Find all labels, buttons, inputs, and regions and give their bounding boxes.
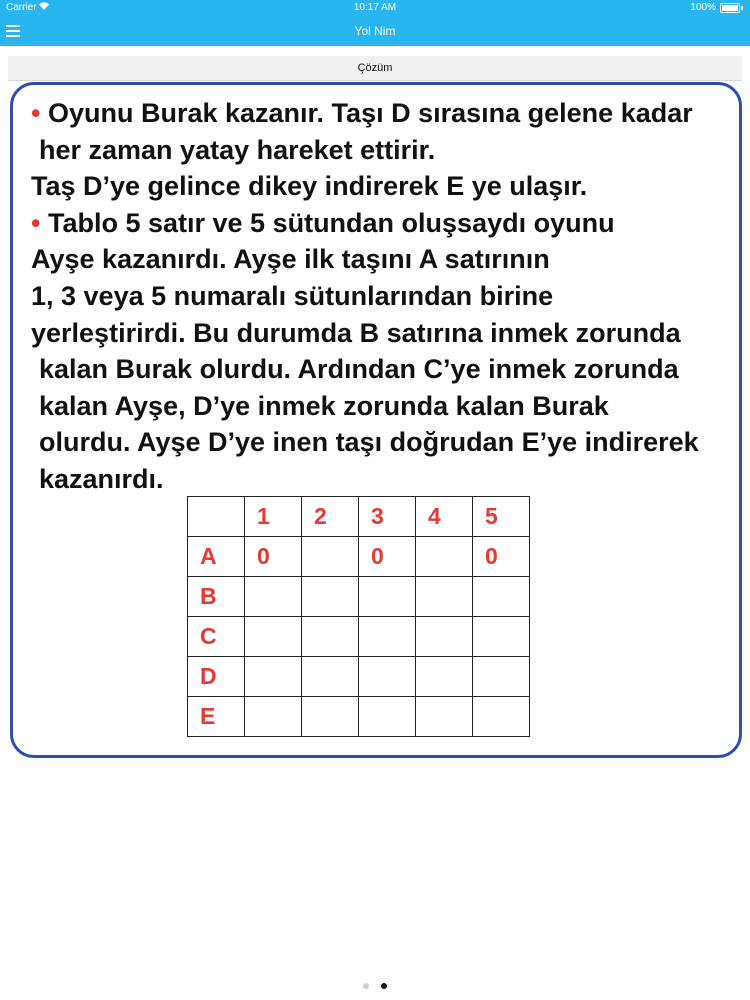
grid-row bbox=[188, 657, 530, 697]
battery-tip bbox=[741, 6, 743, 10]
grid-cell bbox=[473, 617, 530, 657]
game-grid-table bbox=[187, 496, 530, 737]
battery-icon bbox=[720, 3, 740, 13]
grid-column-header: 3 bbox=[359, 497, 416, 537]
nav-bar bbox=[0, 16, 750, 46]
battery-percent: 100% bbox=[690, 2, 716, 13]
grid-cell bbox=[359, 577, 416, 617]
grid-column-header: 2 bbox=[302, 497, 359, 537]
grid-cell bbox=[416, 617, 473, 657]
solution-line: 1, 3 veya 5 numaralı sütunlarından birine bbox=[31, 280, 554, 311]
grid-cell bbox=[416, 537, 473, 577]
solution-text bbox=[31, 95, 741, 498]
solution-line: kalan Burak olurdu. Ardından C’ye inmek zorunda bbox=[39, 354, 679, 385]
solution-line: her zaman yatay hareket ettirir. bbox=[39, 134, 436, 165]
solution-line-text: Tablo 5 satır ve 5 sütundan oluşsaydı oyunu bbox=[47, 207, 615, 238]
tab-solution[interactable]: Çözüm bbox=[8, 56, 742, 81]
grid-cell: 0 bbox=[473, 537, 530, 577]
grid-row-header: B bbox=[188, 577, 245, 617]
grid-cell bbox=[245, 657, 302, 697]
grid-cell bbox=[245, 577, 302, 617]
grid-cell bbox=[245, 617, 302, 657]
grid-cell bbox=[359, 617, 416, 657]
grid-corner-cell bbox=[188, 497, 245, 537]
grid-cell bbox=[302, 577, 359, 617]
grid-column-header: 5 bbox=[473, 497, 530, 537]
grid-row-header: C bbox=[188, 617, 245, 657]
grid-cell bbox=[302, 657, 359, 697]
grid-header-row bbox=[188, 497, 530, 537]
grid-row-header: E bbox=[188, 697, 245, 737]
page-dot[interactable] bbox=[363, 983, 369, 989]
solution-line: Taş D’ye gelince dikey indirerek E ye ulaşır. bbox=[31, 171, 588, 202]
solution-card bbox=[10, 82, 742, 758]
grid-cell bbox=[245, 697, 302, 737]
solution-line: yerleştirirdi. Bu durumda B satırına inmek zorunda bbox=[31, 317, 681, 348]
solution-line bbox=[31, 95, 741, 132]
page-dot-active[interactable] bbox=[381, 983, 387, 989]
bullet-icon: • bbox=[31, 98, 48, 128]
grid-cell bbox=[473, 577, 530, 617]
grid-cell: 0 bbox=[359, 537, 416, 577]
grid-cell bbox=[416, 657, 473, 697]
grid-row-header: D bbox=[188, 657, 245, 697]
grid-cell bbox=[302, 537, 359, 577]
solution-line: kalan Ayşe, D’ye inmek zorunda kalan Burak bbox=[39, 390, 609, 421]
grid-row bbox=[188, 577, 530, 617]
grid-cell bbox=[416, 577, 473, 617]
page-title: Yol Nim bbox=[354, 24, 396, 38]
grid-cell bbox=[359, 657, 416, 697]
grid-row bbox=[188, 537, 530, 577]
solution-line: olurdu. Ayşe D’ye inen taşı doğrudan E’ye indirerek bbox=[39, 427, 699, 458]
grid-row bbox=[188, 617, 530, 657]
grid-cell: 0 bbox=[245, 537, 302, 577]
status-time: 10:17 AM bbox=[353, 2, 397, 13]
grid-column-header: 1 bbox=[245, 497, 302, 537]
grid-row-header: A bbox=[188, 537, 245, 577]
carrier-label: Carrier bbox=[6, 2, 37, 13]
grid-row bbox=[188, 697, 530, 737]
solution-line: kazanırdı. bbox=[39, 463, 164, 494]
solution-line: Ayşe kazanırdı. Ayşe ilk taşını A satırının bbox=[31, 244, 550, 275]
grid-column-header: 4 bbox=[416, 497, 473, 537]
solution-line bbox=[31, 205, 741, 242]
grid-cell bbox=[359, 697, 416, 737]
grid-cell bbox=[473, 657, 530, 697]
grid-cell bbox=[302, 697, 359, 737]
grid-cell bbox=[302, 617, 359, 657]
grid-cell bbox=[473, 697, 530, 737]
bullet-icon: • bbox=[31, 207, 48, 238]
solution-line-text: Oyunu Burak kazanır. Taşı D sırasına gelene kadar bbox=[47, 98, 693, 128]
page-indicator[interactable] bbox=[0, 976, 750, 994]
status-bar bbox=[0, 0, 750, 16]
grid-cell bbox=[416, 697, 473, 737]
